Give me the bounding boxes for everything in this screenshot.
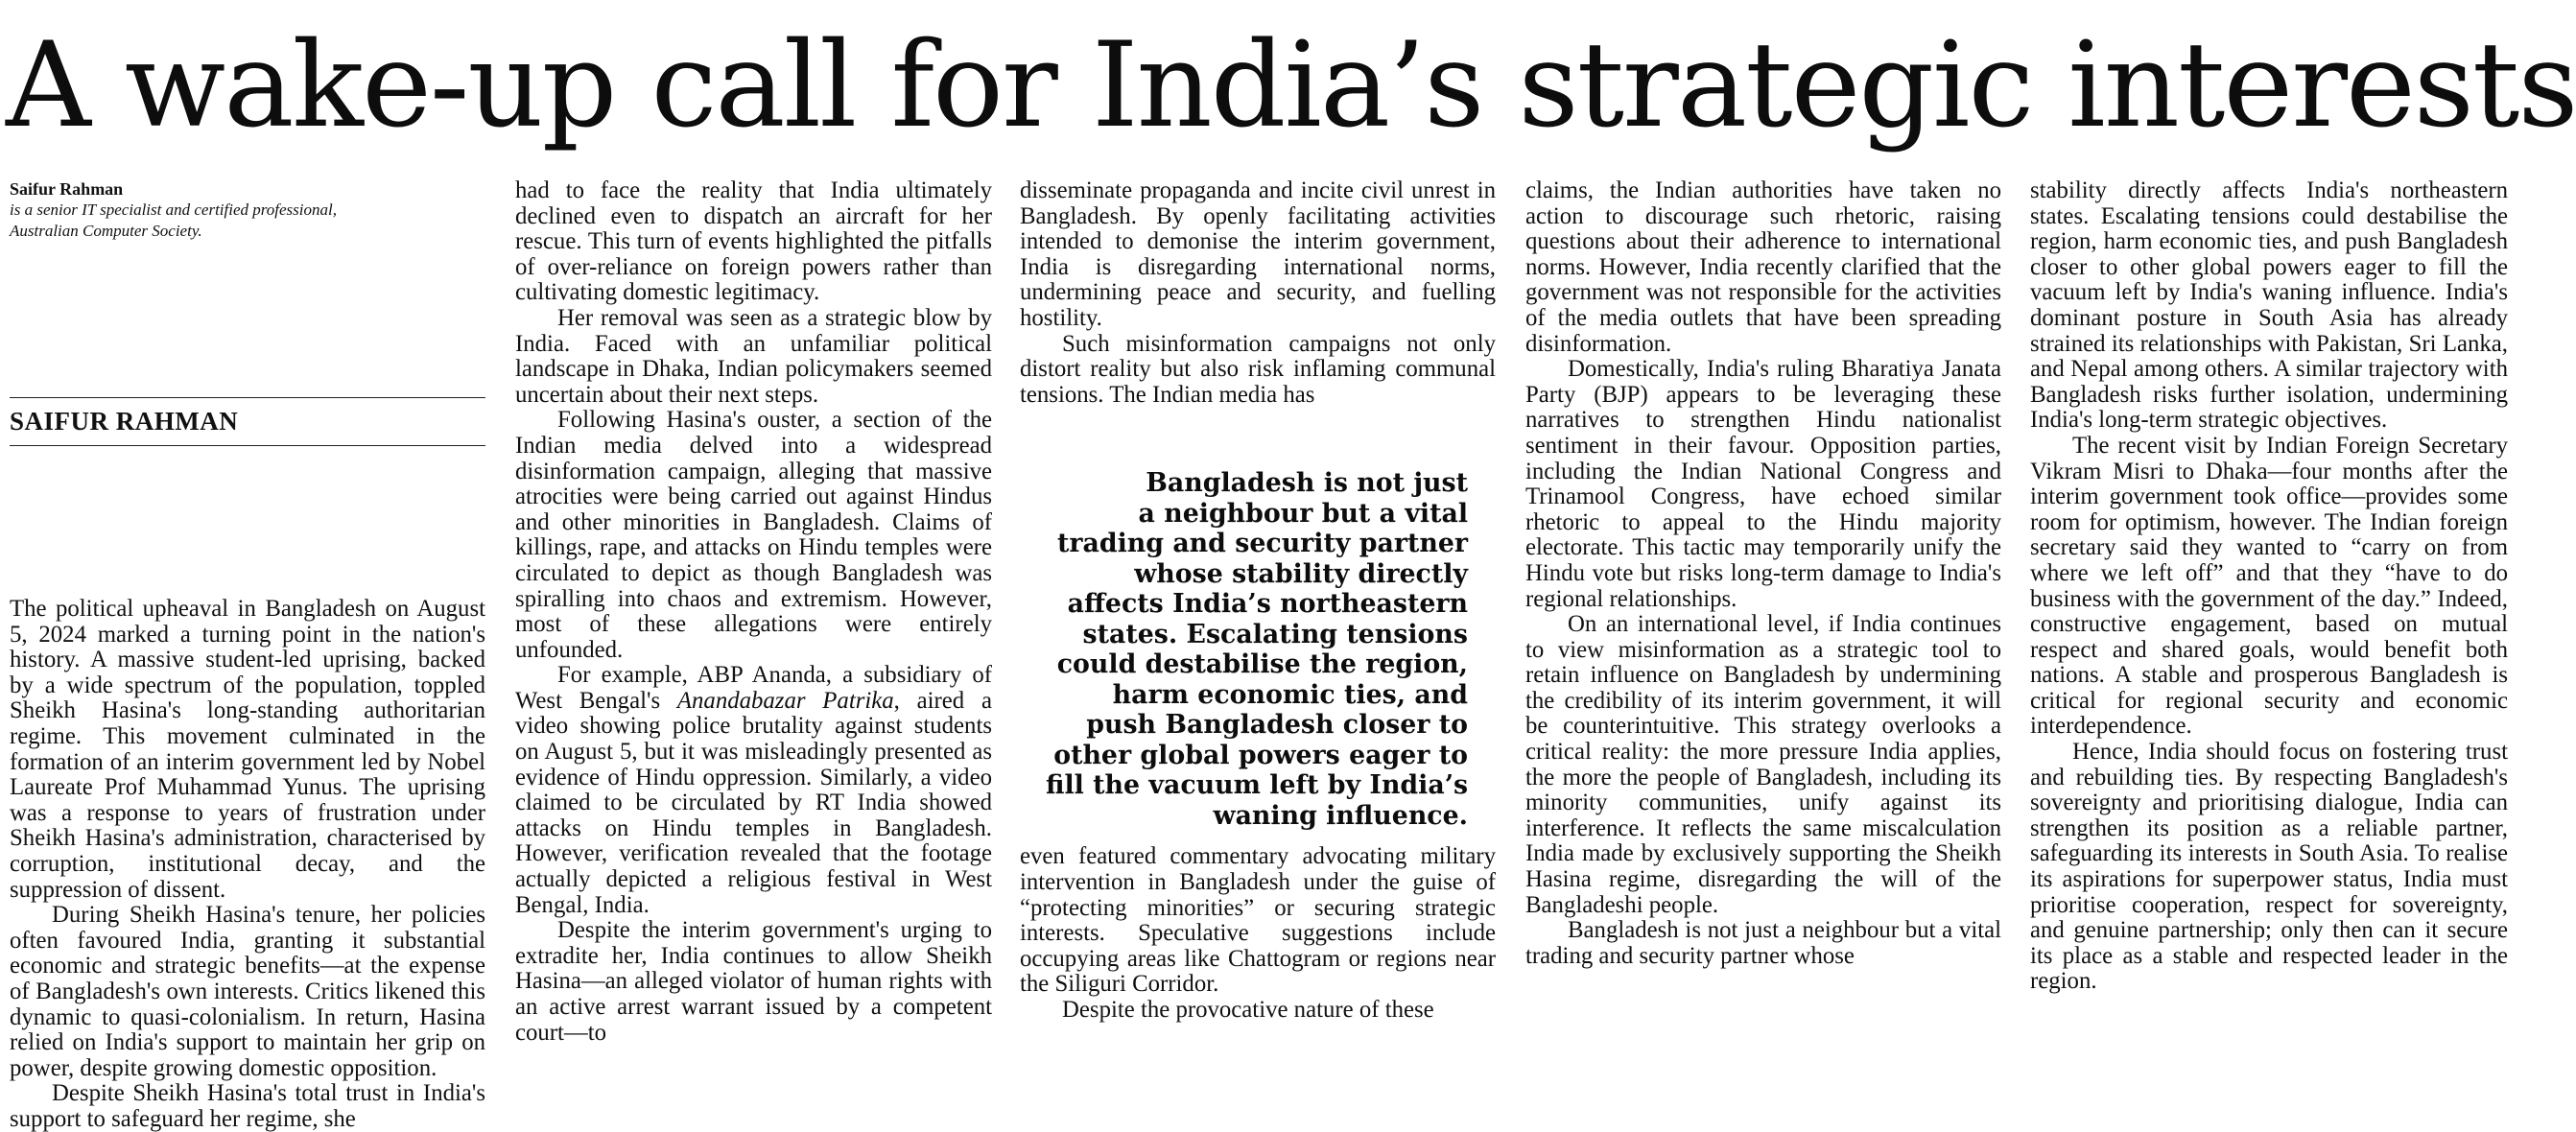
byline-description-line-2: Australian Computer Society. — [10, 222, 202, 240]
pull-quote-line: a neighbour but a vital — [1138, 498, 1468, 529]
author-label: SAIFUR RAHMAN — [10, 407, 239, 436]
paragraph: The political upheaval in Bangladesh on August 5, 2024 marked a turning point in the nation's history. A massive student-led uprising, backed by a wide spectrum of the population, toppled Sheikh Hasina's long-standing authoritarian regime. This movement culminated in the formation of an interim government led by Nobel Laureate Prof Muhammad Yunus. The uprising was a response to years of frustration under Sheikh Hasina's administration, characterised by corruption, institutional decay, and the suppression of dissent. — [10, 596, 485, 903]
paragraph: On an international level, if India continues to view misinformation as a strategic tool to retain influence on Bangladesh by undermining the credibility of its interim government, it will be counterintuitive. This strategy overlooks a critical reality: the more pressure India applies, the more the people of Bangladesh, including its minority communities, unify against its interference. It reflects the same miscalculation India made by exclusively supporting the Sheikh Hasina regime, disregarding the will of the Bangladeshi people. — [1525, 611, 2001, 918]
pull-quote-line: other global powers eager to — [1053, 740, 1468, 770]
byline-description-line-1: is a senior IT specialist and certified professional, — [10, 200, 337, 219]
pull-quote-line: harm economic ties, and — [1112, 679, 1468, 710]
pull-quote-line: waning influence. — [1213, 800, 1468, 831]
paragraph: stability directly affects India's northeastern states. Escalating tensions could destabilise the region, harm economic ties, and push Bangladesh closer to other global powers eager to fill the vacuum left by India's waning influence. India's dominant posture in South Asia has already strained its relationships with Pakistan, Sri Lanka, and Nepal among others. A similar trajectory with Bangladesh risks further isolation, undermining India's long-term strategic objectives. — [2030, 177, 2508, 434]
paragraph: claims, the Indian authorities have taken no action to discourage such rhetoric, raising questions about their adherence to international norms. However, India recently clarified that the government was not responsible for the activities of the media outlets that have been spreading disinformation. — [1525, 177, 2001, 357]
paragraph: had to face the reality that India ultimately declined even to dispatch an aircraft for her rescue. This turn of events highlighted the pitfalls of over-reliance on foreign powers rather than cultivating domestic legitimacy. — [515, 177, 992, 306]
article-column-4 — [1525, 178, 2001, 1105]
byline-block — [10, 178, 485, 597]
paragraph: Her removal was seen as a strategic blow by India. Faced with an unfamiliar political landscape in Dhaka, Indian policymakers seemed uncertain about their next steps. — [515, 304, 992, 408]
paragraph: Bangladesh is not just a neighbour but a vital trading and security partner whose — [1525, 917, 2001, 969]
publication-name: Anandabazar Patrika — [676, 687, 894, 714]
paragraph: Such misinformation campaigns not only distort reality but also risk inflaming communal tensions. The Indian media has — [1020, 330, 1496, 408]
pull-quote-line: trading and security partner — [1057, 529, 1468, 558]
paragraph: Despite the provocative nature of these — [1062, 996, 1434, 1023]
pull-quote-line: could destabilise the region, — [1056, 649, 1468, 679]
paragraph: Despite the interim government's urging to extradite her, India continues to allow Sheikh Hasina—an alleged violator of human rights with an active arrest warrant issued by a competent court—to — [515, 917, 992, 1046]
paragraph: Domestically, India's ruling Bharatiya Janata Party (BJP) appears to be leveraging these narratives to strengthen Hindu nationalist sentiment in their favour. Opposition parties, including the Indian National Congress and Trinamool Congress, have echoed similar rhetoric to appeal to the Hindu majority electorate. This tactic may temporarily unify the Hindu vote but risks long-term damage to India's regional relationships. — [1525, 356, 2001, 612]
paragraph: Hence, India should focus on fostering trust and rebuilding ties. By respecting Bangladesh's sovereignty and prioritising dialogue, India can strengthen its position as a reliable partner, safeguarding its interests in South Asia. To realise its aspirations for superpower status, India must prioritise cooperation, respect for sovereignty, and genuine partnership; only then can it secure its place as a stable and respected leader in the region. — [2030, 739, 2508, 995]
paragraph: even featured commentary advocating military intervention in Bangladesh under the guise of “protecting minorities” or securing strategic interests. Speculative suggestions include occupying areas like Chattogram or regions near the Siliguri Corridor. — [1020, 843, 1496, 998]
byline-name: Saifur Rahman — [10, 179, 124, 199]
paragraph: The recent visit by Indian Foreign Secretary Vikram Misri to Dhaka—four months after the interim government took office—provides some room for optimism, however. The Indian foreign secretary said they wanted to “carry on from where we left off” and that they “have to do business with the government of the day.” Indeed, constructive engagement, based on mutual respect and shared goals, would benefit both nations. A stable and prosperous Bangladesh is critical for regional security and economic interdependence. — [2030, 432, 2508, 740]
article-column-5 — [2030, 178, 2508, 1105]
pull-quote-line: whose stability directly — [1134, 558, 1468, 589]
article-column-2 — [515, 178, 992, 1105]
pull-quote — [1046, 468, 1468, 831]
author-rule-top — [10, 397, 485, 398]
article-column-1 — [10, 178, 485, 1132]
paragraph: During Sheikh Hasina's tenure, her policies often favoured India, granting it substantial economic and strategic benefits—at the expense of Bangladesh's own interests. Critics likened this dynamic to quasi-colonialism. In return, Hasina relied on India's support to maintain her grip on power, despite growing domestic opposition. — [10, 902, 485, 1081]
headline: A wake-up call for India’s strategic interests — [6, 17, 2576, 154]
pull-quote-line: Bangladesh is not just — [1146, 468, 1468, 498]
paragraph: disseminate propaganda and incite civil unrest in Bangladesh. By openly facilitating activities intended to demonise the interim government, India is disregarding international norms, undermining peace and security, and fuelling hostility. — [1020, 177, 1496, 331]
paragraph: Following Hasina's ouster, a section of the Indian media delved into a widespread disinformation campaign, alleging that massive atrocities were being carried out against Hindus and other minorities in Bangladesh. Claims of killings, rape, and attacks on Hindu temples were circulated to depict as though Bangladesh was spiralling into chaos and extremism. However, most of these allegations were entirely unfounded. — [515, 407, 992, 663]
pull-quote-line: push Bangladesh closer to — [1086, 710, 1468, 740]
paragraph: For example, ABP Ananda, a subsidiary of West Bengal's Anandabazar Patrika, aired a video showing police brutality against students on August 5, but it was misleadingly presented as evidence of Hindu oppression. Similarly, a video claimed to be circulated by RT India showed attacks on Hindu temples in Bangladesh. However, verification revealed that the footage actually depicted a religious festival in West Bengal, India. — [515, 662, 992, 918]
author-rule-bottom — [10, 445, 485, 446]
pull-quote-line: affects India’s northeastern — [1067, 589, 1468, 619]
pull-quote-line: fill the vacuum left by India’s — [1046, 770, 1469, 800]
paragraph: Despite Sheikh Hasina's total trust in India's support to safeguard her regime, she — [10, 1080, 485, 1132]
pull-quote-line: states. Escalating tensions — [1082, 619, 1468, 649]
